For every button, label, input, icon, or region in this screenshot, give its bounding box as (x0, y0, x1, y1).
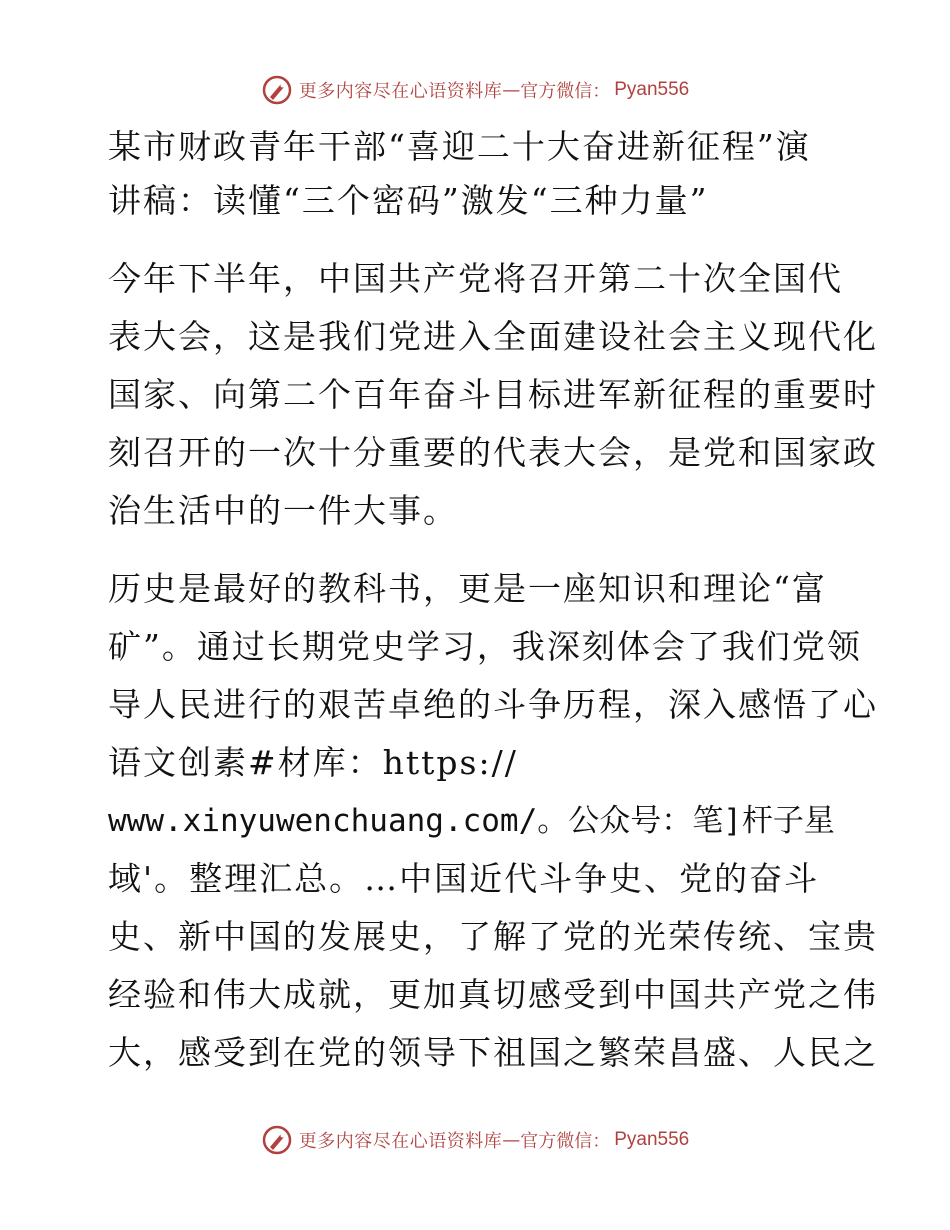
title-line: 某市财政青年干部“喜迎二十大奋进新征程”演 (108, 127, 811, 166)
paragraph-line: 国家、向第二个百年奋斗目标进军新征程的重要时 (108, 375, 878, 414)
paragraph-line: 语文创素#材库：https:// (108, 743, 518, 782)
paragraph-line: 史、新中国的发展史，了解了党的光荣传统、宝贵 (108, 917, 878, 956)
document-title (98, 120, 858, 228)
paragraph-line: 大，感受到在党的领导下祖国之繁荣昌盛、人民之 (108, 1033, 878, 1072)
pen-nib-logo-icon (261, 1124, 293, 1156)
title-line: 讲稿：读懂“三个密码”激发“三种力量” (108, 181, 709, 220)
header-banner (0, 70, 950, 110)
paragraph-1 (98, 250, 878, 540)
footer-banner-official-label: 官方微信： (520, 1131, 611, 1152)
paragraph-line: 表大会，这是我们党进入全面建设社会主义现代化 (108, 317, 878, 356)
paragraph-line: 域'。整理汇总。…中国近代斗争史、党的奋斗 (108, 859, 820, 898)
footer-banner-text: 更多内容尽在心语资料库 (298, 1131, 503, 1152)
header-banner-separator: — (502, 79, 521, 101)
paragraph-line: 矿”。通过长期党史学习，我深刻体会了我们党领 (108, 627, 862, 666)
footer-banner-wechat-id: Pyan556 (614, 1129, 690, 1150)
paragraph-line: 今年下半年，中国共产党将召开第二十次全国代 (108, 259, 843, 298)
paragraph-line: www.xinyuwenchuang.com/。公众号：笔]杆子星 (108, 803, 835, 839)
paragraph-line: 经验和伟大成就，更加真切感受到中国共产党之伟 (108, 975, 878, 1014)
header-banner-text: 更多内容尽在心语资料库 (298, 81, 503, 102)
footer-banner (0, 1120, 950, 1160)
paragraph-line: 导人民进行的艰苦卓绝的斗争历程，深入感悟了心 (108, 685, 878, 724)
pen-nib-logo-icon (261, 74, 293, 106)
paragraph-2 (98, 560, 878, 1082)
paragraph-line: 历史是最好的教科书，更是一座知识和理论“富 (108, 569, 827, 608)
header-banner-wechat-id: Pyan556 (614, 79, 690, 100)
header-banner-official-label: 官方微信： (520, 81, 611, 102)
footer-banner-separator: — (502, 1129, 521, 1151)
paragraph-line: 刻召开的一次十分重要的代表大会，是党和国家政 (108, 433, 878, 472)
paragraph-line: 治生活中的一件大事。 (108, 491, 458, 530)
